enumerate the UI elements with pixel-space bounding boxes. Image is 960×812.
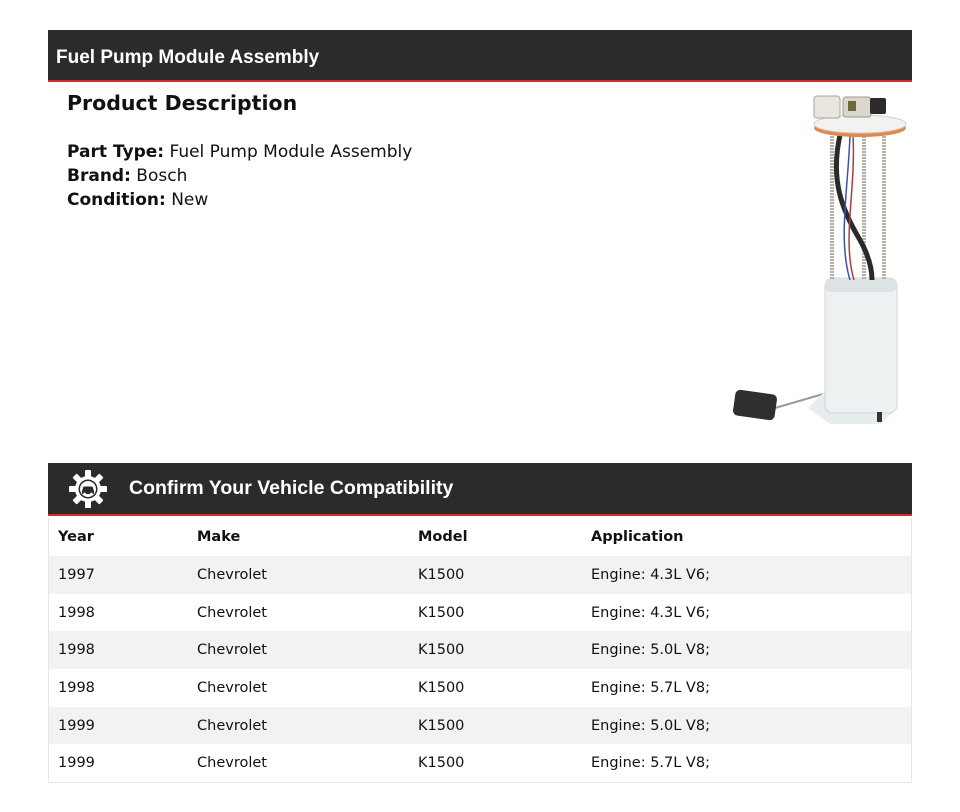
cell-make: Chevrolet [197,604,267,621]
compatibility-title: Confirm Your Vehicle Compatibility [129,477,454,499]
cell-application: Engine: 5.0L V8; [591,717,710,734]
cell-make: Chevrolet [197,717,267,734]
spec-label: Condition: [67,190,166,210]
cell-application: Engine: 4.3L V6; [591,566,710,583]
cell-application: Engine: 5.7L V8; [591,755,710,772]
cell-application: Engine: 5.0L V8; [591,642,710,659]
cell-application: Engine: 4.3L V6; [591,604,710,621]
column-header-make: Make [197,529,241,545]
spec-part-type [67,140,412,164]
cell-year: 1998 [58,642,95,659]
cell-model: K1500 [418,642,465,659]
spec-label: Brand: [67,166,131,186]
cell-make: Chevrolet [197,679,267,696]
cell-model: K1500 [418,604,465,621]
cell-model: K1500 [418,679,465,696]
spec-value: Bosch [136,166,188,186]
cell-model: K1500 [418,717,465,734]
table-row [49,669,911,707]
product-title: Fuel Pump Module Assembly [56,47,320,68]
cell-model: K1500 [418,566,465,583]
cell-make: Chevrolet [197,566,267,583]
product-image [730,90,910,430]
cell-year: 1999 [58,755,95,772]
cell-year: 1997 [58,566,95,583]
spec-list [67,140,412,212]
column-header-model: Model [418,529,468,545]
cell-year: 1999 [58,717,95,734]
product-description-heading: Product Description [67,91,298,115]
spec-condition [67,188,412,212]
table-row [49,744,911,782]
spec-brand [67,164,412,188]
cell-year: 1998 [58,604,95,621]
table-row [49,556,911,594]
cell-year: 1998 [58,679,95,696]
compatibility-table [48,518,912,783]
product-header-bar [48,30,912,82]
column-header-application: Application [591,529,684,545]
spec-label: Part Type: [67,142,165,162]
compatibility-header-bar [48,463,912,516]
table-header-row [49,518,911,556]
gear-car-icon [68,469,108,509]
cell-model: K1500 [418,755,465,772]
spec-value: New [171,190,209,210]
table-row [49,707,911,745]
table-row [49,631,911,669]
table-row [49,594,911,632]
column-header-year: Year [58,529,94,545]
spec-value: Fuel Pump Module Assembly [169,142,413,162]
cell-application: Engine: 5.7L V8; [591,679,710,696]
cell-make: Chevrolet [197,642,267,659]
cell-make: Chevrolet [197,755,267,772]
